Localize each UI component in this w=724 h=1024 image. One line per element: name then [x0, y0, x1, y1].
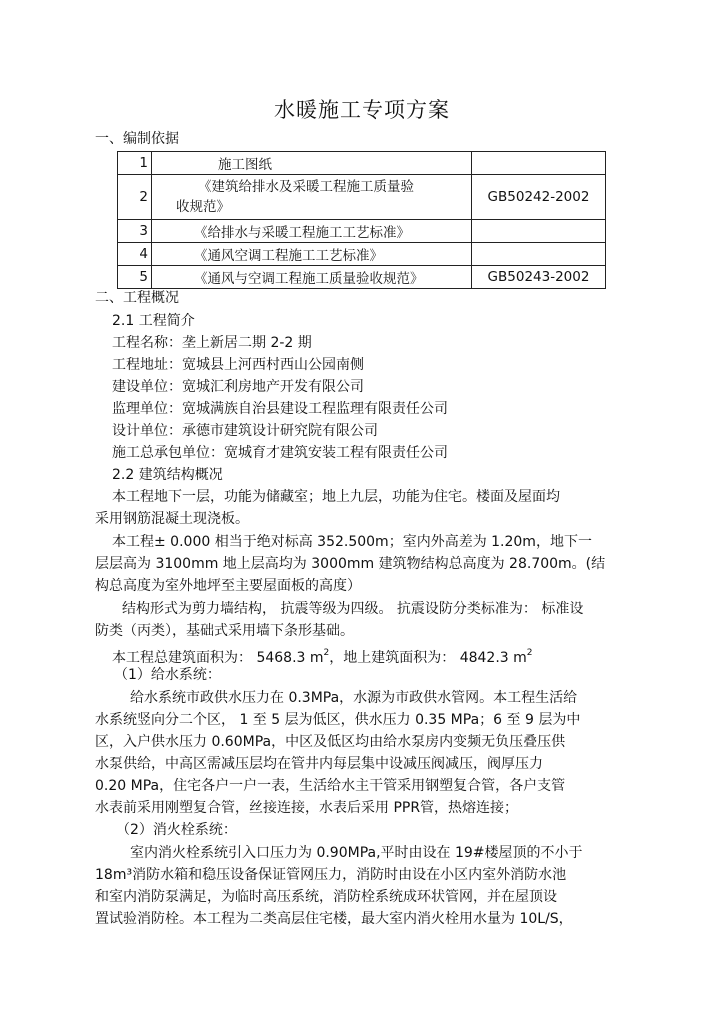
section-heading-overview: 二、工程概况	[95, 290, 179, 306]
basis-table	[117, 151, 606, 289]
row-name-line2: 收规范》	[176, 199, 230, 215]
paragraph-line: 置试验消防栓。本工程为二类高层住宅楼，最大室内消火栓用水量为 10L/S，	[95, 911, 573, 927]
info-supervisor: 监理单位：宽城满族自治县建设工程监理有限责任公司	[112, 401, 448, 417]
paragraph-line: 给水系统市政供水压力在 0.3MPa，水源为市政供水管网。本工程生活给	[130, 690, 578, 706]
paragraph-line: 水泵供给，中高区需减压层均在管井内每层集中设减压阀减压，阀厚压力	[95, 756, 543, 772]
paragraph-line: 水表前采用刚塑复合管，丝接连接，水表后采用 PPR管，热熔连接；	[95, 800, 519, 816]
row-name: 《通风与空调工程施工质量验收规范》	[152, 266, 472, 289]
row-name: 施工图纸	[152, 152, 472, 175]
row-number: 1	[118, 152, 152, 175]
area-above-ground: ，地上建筑面积为： 4842.3 m	[329, 650, 527, 666]
row-name: 《通风空调工程施工工艺标准》	[152, 243, 472, 266]
paragraph-line: 防类（丙类），基础式采用墙下条形基础。	[95, 623, 354, 639]
info-project-name: 工程名称：垄上新居二期 2-2 期	[112, 335, 312, 351]
info-project-address: 工程地址：宽城县上河西村西山公园南侧	[112, 357, 364, 373]
paragraph-line: 室内消火栓系统引入口压力为 0.90MPa,平时由设在 19#楼屋顶的不小于	[130, 845, 583, 861]
paragraph-line: 和室内消防泵满足，为临时高压系统，消防栓系统成环状管网，并在屋顶设	[95, 889, 557, 905]
area-unit-sup: 2	[526, 648, 533, 658]
paragraph-line: 本工程地下一层，功能为储藏室；地上九层，功能为住宅。楼面及屋面均	[112, 489, 560, 505]
row-standard	[472, 152, 606, 175]
info-designer: 设计单位：承德市建筑设计研究院有限公司	[112, 423, 378, 439]
water-system-heading: （1）给水系统：	[114, 667, 221, 683]
area-total: 本工程总建筑面积为： 5468.3 m	[112, 650, 324, 666]
row-name: 《给排水与采暖工程施工工艺标准》	[152, 220, 472, 243]
row-standard	[472, 220, 606, 243]
row-number: 4	[118, 243, 152, 266]
row-name	[152, 175, 472, 220]
fire-system-heading: （2）消火栓系统：	[116, 822, 237, 838]
paragraph-line: 层层高为 3100mm 地上层高均为 3000mm 建筑物结构总高度为 28.700m。(结	[95, 556, 606, 572]
row-number: 3	[118, 220, 152, 243]
row-standard: GB50242-2002	[472, 175, 606, 220]
subsection-intro: 2.1 工程简介	[112, 313, 195, 329]
paragraph-line: 结构形式为剪力墙结构， 抗震等级为四级。 抗震设防分类标准为： 标准设	[122, 601, 584, 617]
table-row	[118, 175, 606, 220]
table-row	[118, 220, 606, 243]
row-number: 2	[118, 175, 152, 220]
table-row	[118, 243, 606, 266]
info-builder: 建设单位：宽城汇利房地产开发有限公司	[112, 379, 364, 395]
row-name-line1: 《建筑给排水及采暖工程施工质量验	[198, 179, 414, 195]
document-title: 水暖施工专项方案	[274, 98, 450, 122]
section-heading-basis: 一、编制依据	[95, 131, 179, 147]
paragraph-line: 构总高度为室外地坪至主要屋面板的高度）	[95, 578, 361, 594]
paragraph-line: 本工程± 0.000 相当于绝对标高 352.500m；室内外高差为 1.20m，地下一	[112, 534, 592, 550]
paragraph-line: 区，入户供水压力 0.60MPa，中区及低区均由给水泵房内变频无负压叠压供	[95, 734, 566, 750]
row-standard	[472, 243, 606, 266]
area-unit-sup: 2	[323, 648, 330, 658]
table-row	[118, 266, 606, 289]
paragraph-line: 0.20 MPa，住宅各户一户一表，生活给水主干管采用钢塑复合管，各户支管	[95, 778, 566, 794]
row-number: 5	[118, 266, 152, 289]
paragraph-line: 水系统竖向分二个区， 1 至 5 层为低区，供水压力 0.35 MPa；6 至 9 层为中	[95, 712, 581, 728]
subsection-structure: 2.2 建筑结构概况	[112, 467, 223, 483]
paragraph-line: 18m³消防水箱和稳压设备保证管网压力，消防时由设在小区内室外消防水池	[95, 867, 567, 883]
table-row	[118, 152, 606, 175]
info-contractor: 施工总承包单位：宽城育才建筑安装工程有限责任公司	[112, 445, 448, 461]
paragraph-line: 采用钢筋混凝土现浇板。	[95, 511, 249, 527]
row-standard: GB50243-2002	[472, 266, 606, 289]
